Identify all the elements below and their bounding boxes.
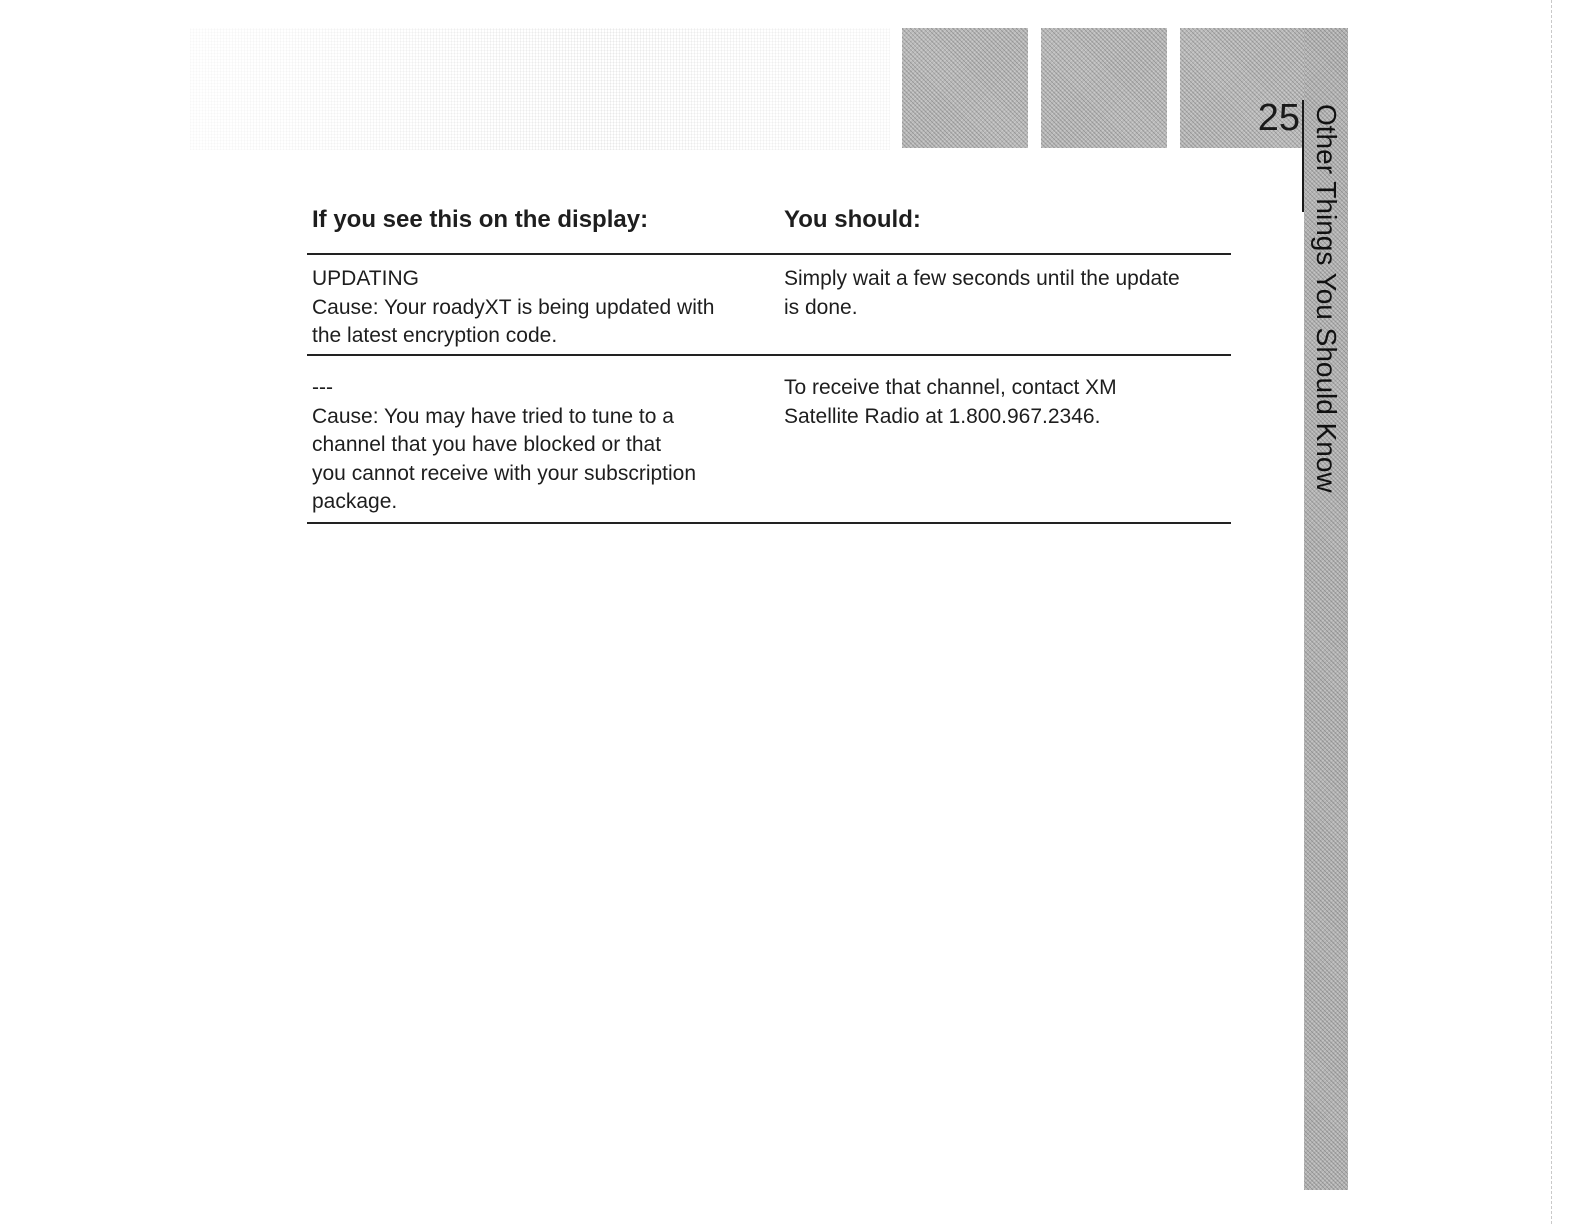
column-header-action: You should:	[784, 206, 921, 233]
cause-text-line: the latest encryption code.	[312, 324, 558, 347]
table-row	[307, 356, 1231, 524]
header-halftone-band	[190, 28, 890, 150]
action-text-line: Satellite Radio at 1.800.967.2346.	[784, 404, 1101, 428]
display-message: ---	[312, 376, 333, 399]
cause-text-line: you cannot receive with your subscription	[312, 461, 697, 485]
display-cell	[307, 265, 784, 354]
table-row	[307, 255, 1231, 356]
column-header-display: If you see this on the display:	[312, 206, 649, 233]
cause-text-line: Cause: You may have tried to tune to a	[312, 404, 674, 428]
table-header-row	[307, 196, 1231, 255]
header-block	[902, 28, 1028, 148]
action-text-line: To receive that channel, contact XM	[784, 376, 1117, 399]
cause-text-line: package.	[312, 490, 398, 513]
action-cell	[784, 374, 1231, 522]
action-cell	[784, 265, 1231, 354]
troubleshooting-table	[307, 196, 1231, 524]
display-message: UPDATING	[312, 267, 419, 290]
cause-text-line: Cause: Your roadyXT is being updated with	[312, 295, 715, 319]
display-cell	[307, 374, 784, 522]
trim-mark-line	[1551, 0, 1552, 1224]
header-block	[1041, 28, 1167, 148]
section-title: Other Things You Should Know	[1311, 104, 1342, 493]
cause-text-line: channel that you have blocked or that	[312, 433, 662, 456]
page-number-divider	[1302, 100, 1304, 212]
action-text-line: Simply wait a few seconds until the update	[784, 267, 1180, 290]
action-text-line: is done.	[784, 295, 858, 319]
page-number: 25	[1257, 97, 1300, 139]
